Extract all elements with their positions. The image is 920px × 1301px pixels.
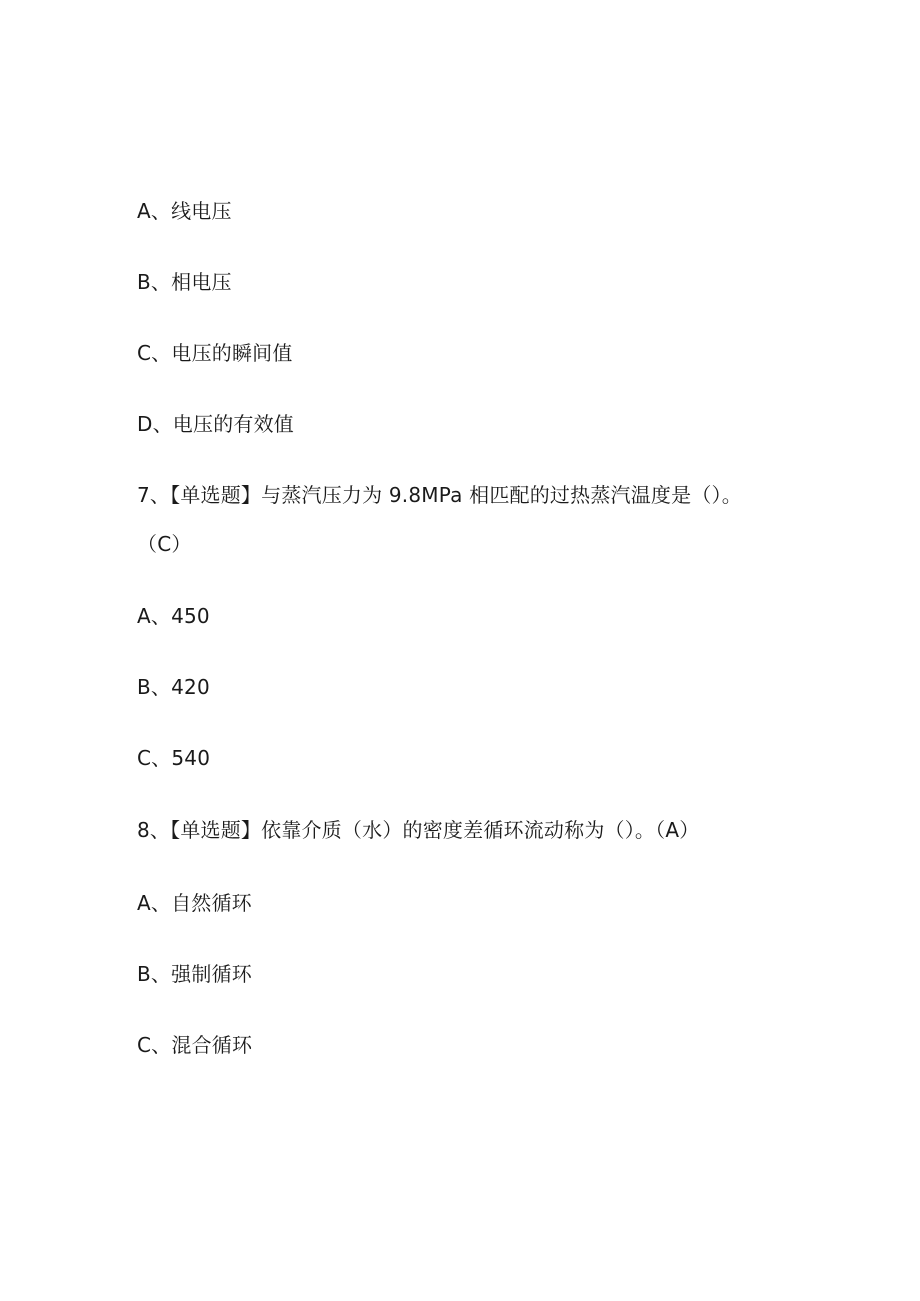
q6-option-b: B、相电压	[137, 270, 232, 294]
q7-answer: （C）	[137, 532, 192, 556]
q6-option-d: D、电压的有效值	[137, 412, 295, 436]
q8-option-a: A、自然循环	[137, 891, 252, 915]
q7-option-a: A、450	[137, 604, 210, 628]
q8-question: 8、【单选题】依靠介质（水）的密度差循环流动称为（）。（A）	[137, 818, 700, 842]
q6-option-a: A、线电压	[137, 199, 232, 223]
q8-option-b: B、强制循环	[137, 962, 252, 986]
q7-option-c: C、540	[137, 746, 211, 770]
q7-option-b: B、420	[137, 675, 210, 699]
q8-option-c: C、混合循环	[137, 1033, 253, 1057]
q7-question: 7、【单选题】与蒸汽压力为 9.8MPa 相匹配的过热蒸汽温度是（）。	[137, 483, 742, 507]
q6-option-c: C、电压的瞬间值	[137, 341, 293, 365]
